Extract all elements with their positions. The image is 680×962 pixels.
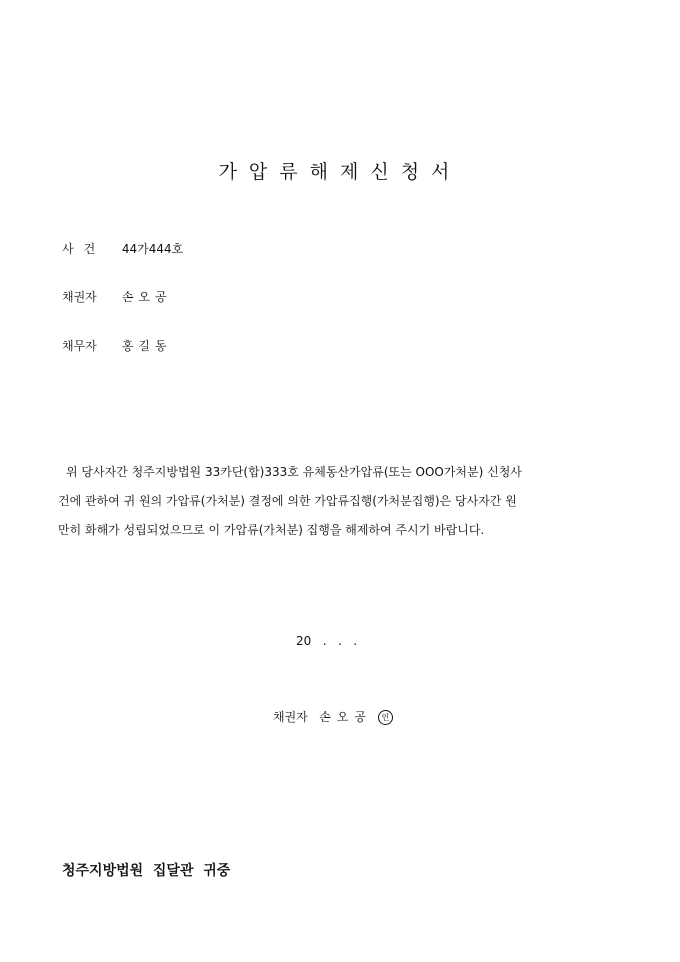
body-line: 건에 관하여 귀 원의 가압류(가처분) 결정에 의한 가압류집행(가처분집행)은 당사자간 원: [58, 494, 517, 508]
signature-line: [273, 708, 393, 725]
date-line: 20 . . .: [296, 634, 358, 648]
application-body: [58, 458, 624, 545]
seal-icon: 인: [378, 710, 393, 725]
body-line: 만히 화해가 성립되었으므로 이 가압류(가처분) 집행을 해제하여 주시기 바랍니다.: [58, 523, 485, 537]
creditor-name: 손오공: [121, 290, 172, 304]
creditor-label: 채권자: [62, 290, 97, 304]
debtor-label: 채무자: [62, 339, 97, 353]
court-addressee: 청주지방법원 집달관 귀중: [62, 863, 231, 879]
signature-name: 손오공: [319, 710, 373, 724]
signature-label: 채권자: [273, 710, 308, 724]
document-title: 가압류해제신청서: [218, 161, 462, 183]
case-label: 사건: [62, 242, 106, 256]
case-number: 44가444호: [121, 242, 184, 256]
debtor-row: [62, 338, 172, 354]
creditor-row: [62, 289, 172, 305]
debtor-name: 홍길동: [121, 339, 172, 353]
body-line: 위 당사자간 청주지방법원 33카단(합)333호 유체동산가압류(또는 OOO가처분) 신청사: [66, 465, 522, 479]
case-row: [62, 241, 183, 257]
